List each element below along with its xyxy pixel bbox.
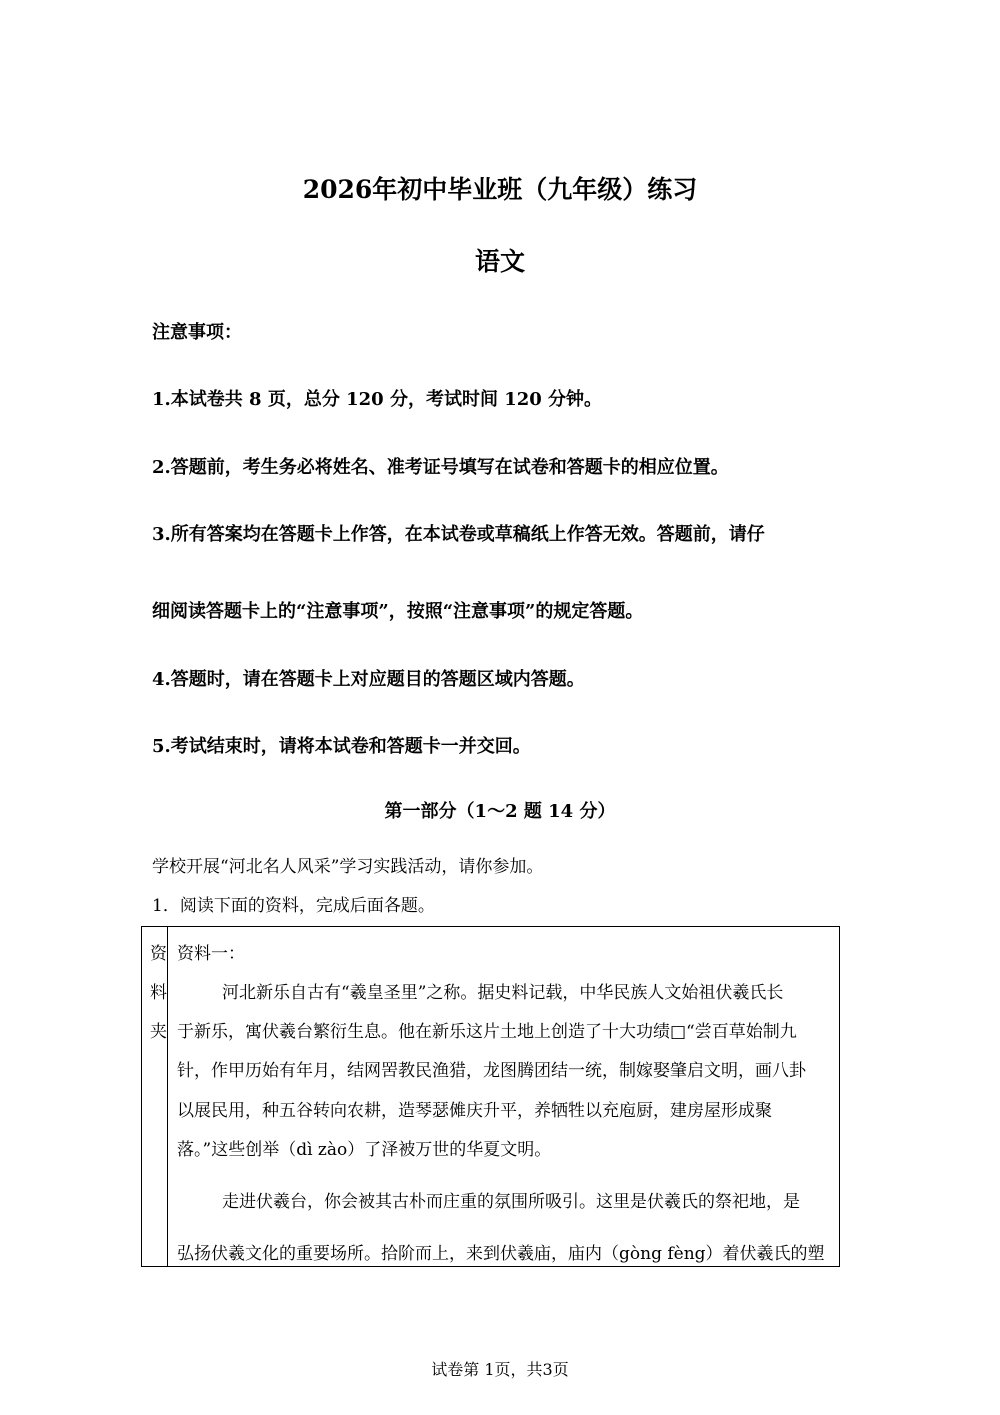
material-line: 以展民用，种五谷转向农耕，造琴瑟傩庆升平，养牺牲以充庖厨，建房屋形成聚: [177, 1101, 772, 1121]
part-one-heading: 第一部分（1～2 题 14 分）: [384, 801, 616, 822]
material-line: 走进伏羲台，你会被其古朴而庄重的氛围所吸引。这里是伏羲氏的祭祀地，是: [222, 1192, 800, 1212]
side-label-char: 料: [150, 983, 167, 1003]
note-item: 3.所有答案均在答题卡上作答，在本试卷或草稿纸上作答无效。答题前，请仔: [152, 524, 765, 545]
material-line: 针，作甲历始有年月，结网罟教民渔猎，龙图腾团结一统，制嫁娶肇启文明，画八卦: [177, 1061, 806, 1081]
material-line: 河北新乐自古有“羲皇圣里”之称。据史料记载，中华民族人文始祖伏羲氏长: [222, 983, 784, 1003]
note-item: 4.答题时，请在答题卡上对应题目的答题区域内答题。: [152, 669, 585, 690]
note-item: 2.答题前，考生务必将姓名、准考证号填写在试卷和答题卡的相应位置。: [152, 457, 729, 478]
note-item: 5.考试结束时，请将本试卷和答题卡一并交回。: [152, 736, 531, 757]
note-item: 1.本试卷共 8 页，总分 120 分，考试时间 120 分钟。: [152, 389, 603, 410]
material-line: 落。”这些创举（dì zào）了泽被万世的华夏文明。: [177, 1140, 552, 1160]
question-1: 1．阅读下面的资料，完成后面各题。: [152, 896, 435, 916]
notes-heading: 注意事项：: [152, 322, 242, 343]
material-line: 于新乐，寓伏羲台繁衍生息。他在新乐这片土地上创造了十大功绩□“尝百草始制九: [177, 1022, 797, 1042]
page-footer: 试卷第 1页，共3页: [431, 1360, 569, 1379]
side-label-char: 资: [150, 944, 167, 964]
activity-intro: 学校开展“河北名人风采”学习实践活动，请你参加。: [152, 857, 544, 877]
note-item: 细阅读答题卡上的“注意事项”，按照“注意事项”的规定答题。: [152, 601, 644, 622]
material-line: 弘扬伏羲文化的重要场所。拾阶而上，来到伏羲庙，庙内（gòng fèng）着伏羲氏的塑: [177, 1244, 825, 1264]
subject-title: 语文: [474, 247, 525, 276]
exam-title: 2026年初中毕业班（九年级）练习: [302, 175, 698, 204]
side-label-char: 夹: [150, 1022, 167, 1042]
material-label: 资料一：: [177, 944, 245, 964]
material-box-divider: [167, 926, 168, 1267]
